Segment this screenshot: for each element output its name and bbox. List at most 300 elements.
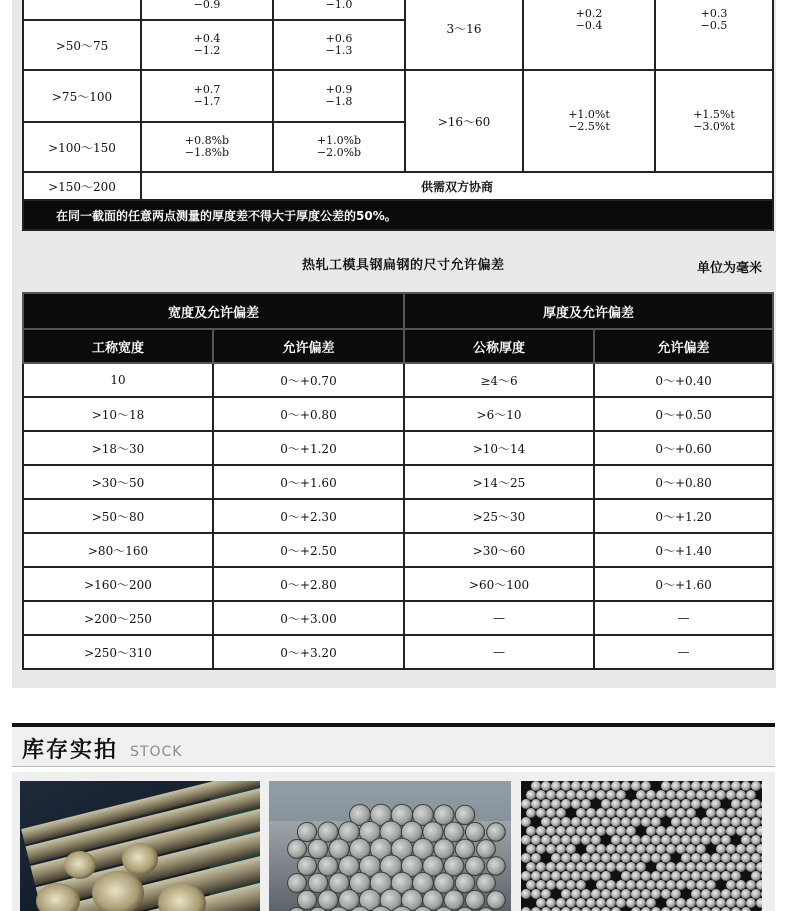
table-cell: >16～60 [405, 70, 523, 172]
bar-end [701, 835, 711, 845]
table-cell: >14～25 [404, 465, 594, 499]
bar-end [621, 781, 631, 791]
table-cell: 0～+2.30 [213, 499, 404, 533]
bar-end [696, 844, 706, 854]
bar-end [746, 790, 756, 800]
header-width-group: 宽度及允许偏差 [23, 293, 404, 329]
bar-end [601, 781, 611, 791]
bar-end [526, 790, 536, 800]
bar-end [566, 880, 576, 890]
bar-end [526, 862, 536, 872]
bar-end [641, 889, 651, 899]
table-cell: >6～10 [404, 397, 594, 431]
bar-end [626, 862, 636, 872]
bar-end [751, 871, 761, 881]
round-bars-graphic [269, 781, 511, 911]
bar-end [641, 871, 651, 881]
bar-end [541, 889, 551, 899]
bar-end [531, 853, 541, 863]
bar-end [681, 799, 691, 809]
bar-end [626, 808, 636, 818]
bar-end [701, 781, 711, 791]
bar-end [526, 826, 536, 836]
stock-section-subtitle: STOCK [130, 744, 183, 760]
bar-end [551, 871, 561, 881]
bar-end [716, 862, 726, 872]
bar-end [621, 817, 631, 827]
bar-end [741, 781, 751, 791]
table-cell: >30～50 [23, 465, 213, 499]
table-cell: 0～+0.80 [594, 465, 773, 499]
bar-end [706, 826, 716, 836]
bar-end [726, 862, 736, 872]
table-cell: 0～+0.60 [594, 431, 773, 465]
bar-end [741, 799, 751, 809]
bar-end [691, 781, 701, 791]
table-cell: 0～+0.70 [213, 363, 404, 397]
bar-end [646, 880, 656, 890]
bar-end [531, 871, 541, 881]
bar-end [751, 817, 761, 827]
dimension-tolerance-table [22, 292, 774, 670]
table-cell: 3～16 [405, 0, 523, 70]
table-cell: >200～250 [23, 601, 213, 635]
table-header-row [23, 329, 773, 363]
bar-end [551, 835, 561, 845]
table-cell-merged: 供需双方协商 [141, 172, 773, 200]
bar-end [596, 844, 606, 854]
bar-end [676, 790, 686, 800]
bar-end [721, 781, 731, 791]
bar-end [596, 898, 606, 908]
bar-end [646, 826, 656, 836]
bar-end [536, 862, 546, 872]
bar-end [671, 889, 681, 899]
bar-end [566, 790, 576, 800]
bar-end [751, 799, 761, 809]
bar-end [566, 862, 576, 872]
bar-end [691, 817, 701, 827]
table-cell: +1.0%t −2.5%t [523, 70, 655, 172]
bar-end [596, 862, 606, 872]
bar-end [551, 817, 561, 827]
bar-end [308, 839, 328, 859]
table-header-row [23, 293, 773, 329]
bar-end [646, 790, 656, 800]
bar-end [606, 808, 616, 818]
bar-end [477, 874, 496, 893]
bar-end [691, 853, 701, 863]
bar-end [521, 853, 531, 863]
bar-end [731, 817, 741, 827]
bar-end [751, 835, 761, 845]
bar-end [611, 835, 621, 845]
bar-end [671, 781, 681, 791]
bar-end [465, 856, 484, 875]
table-cell: −1.0 [273, 0, 405, 20]
bar-end [686, 844, 696, 854]
unit-label: 单位为毫米 [697, 261, 763, 276]
table-cell: >50～80 [23, 499, 213, 533]
table-row [23, 499, 773, 533]
table-note: 在同一截面的任意两点测量的厚度差不得大于厚度公差的50%。 [23, 200, 773, 230]
bar-end [746, 880, 756, 890]
table-row [23, 533, 773, 567]
table-cell: +0.3 −0.5 [655, 0, 773, 70]
bar-end [611, 781, 621, 791]
bar-end [646, 844, 656, 854]
bar-end [546, 898, 556, 908]
bar-end [596, 880, 606, 890]
bar-end [651, 799, 661, 809]
bar-end [581, 871, 591, 881]
bar-end [661, 871, 671, 881]
bar-end [621, 889, 631, 899]
bar-end [586, 844, 596, 854]
bar-end [716, 826, 726, 836]
bar-end [556, 790, 566, 800]
bar-end [641, 817, 651, 827]
bar-end [546, 862, 556, 872]
bar-end [487, 857, 505, 875]
bar-end [288, 874, 307, 893]
bar-end [581, 853, 591, 863]
bar-end [606, 790, 616, 800]
bar-end [297, 890, 316, 909]
bar-end [621, 799, 631, 809]
bar-bundle-graphic [521, 781, 762, 911]
bar-end [676, 808, 686, 818]
table-cell: >30～60 [404, 533, 594, 567]
bar-end [741, 817, 751, 827]
bar-end [536, 898, 546, 908]
bar-end [686, 808, 696, 818]
bar-end [586, 862, 596, 872]
bar-end [616, 808, 626, 818]
bar-end [586, 790, 596, 800]
bar-end [691, 799, 701, 809]
bar-end [636, 862, 646, 872]
bar-end [666, 826, 676, 836]
bar-end [611, 817, 621, 827]
bar-end [651, 889, 661, 899]
bar-end [541, 799, 551, 809]
bar-end [536, 880, 546, 890]
table-row [23, 601, 773, 635]
bar-end [666, 862, 676, 872]
bar-end [601, 853, 611, 863]
bar-end [626, 826, 636, 836]
table-row [23, 363, 773, 397]
bar-end [556, 826, 566, 836]
bar-end [546, 808, 556, 818]
bar-end [706, 862, 716, 872]
bar-end [601, 799, 611, 809]
bar-end [576, 862, 586, 872]
bar-end [581, 781, 591, 791]
table-cell: — [594, 601, 773, 635]
bar-end [681, 835, 691, 845]
bar-end [551, 853, 561, 863]
bar-end [581, 835, 591, 845]
bar-end [661, 889, 671, 899]
table-cell: ≥4～6 [404, 363, 594, 397]
bar-end [546, 826, 556, 836]
table-cell: 10 [23, 363, 213, 397]
bar-end [561, 889, 571, 899]
bar-end [521, 889, 531, 899]
bar-end [706, 898, 716, 908]
bar-end [521, 835, 531, 845]
bar-end [686, 790, 696, 800]
bar-end [571, 871, 581, 881]
bar-end [696, 880, 706, 890]
bar-end [455, 839, 475, 859]
bar-end [531, 835, 541, 845]
bar-end [736, 826, 746, 836]
bar-end [706, 880, 716, 890]
bar-end [751, 781, 761, 791]
bar-end [671, 817, 681, 827]
bar-end [308, 873, 328, 893]
bar-end [531, 889, 541, 899]
bar-end [656, 826, 666, 836]
table-cell: >18～30 [23, 431, 213, 465]
table-row [23, 0, 773, 20]
bar-end [526, 808, 536, 818]
table-cell: 0～+0.80 [213, 397, 404, 431]
bar-end [711, 835, 721, 845]
bar-end [716, 808, 726, 818]
bar-end [716, 844, 726, 854]
bar-end [566, 826, 576, 836]
table-row [23, 172, 773, 200]
bar-end [746, 808, 756, 818]
bar-end [736, 808, 746, 818]
bar-end [651, 835, 661, 845]
bar-end [711, 889, 721, 899]
bar-end [487, 891, 505, 909]
bar-end [596, 808, 606, 818]
bar-end [561, 817, 571, 827]
bar-end [591, 835, 601, 845]
bar-end [641, 835, 651, 845]
bar-end [561, 799, 571, 809]
table-cell: >150～200 [23, 172, 141, 200]
bar-end [536, 790, 546, 800]
table-cell [23, 0, 141, 20]
bar-end [676, 898, 686, 908]
bar-end [706, 808, 716, 818]
bar-end [477, 840, 496, 859]
bar-end [521, 817, 531, 827]
stock-photo-round-bars[interactable] [269, 781, 511, 911]
bar-end [631, 817, 641, 827]
bar-end [636, 844, 646, 854]
bar-end [701, 799, 711, 809]
bar-end [596, 790, 606, 800]
bar-end [591, 781, 601, 791]
bar-end [546, 844, 556, 854]
table-cell: >10～14 [404, 431, 594, 465]
bar-end [586, 826, 596, 836]
bar-end [646, 808, 656, 818]
bar-end [566, 898, 576, 908]
table-cell: — [594, 635, 773, 669]
bar-end [556, 808, 566, 818]
bar-end [641, 799, 651, 809]
bar-end [546, 790, 556, 800]
bar-end [591, 817, 601, 827]
bar-end [741, 853, 751, 863]
bar-end [711, 871, 721, 881]
bar-end [681, 781, 691, 791]
bar-end [541, 817, 551, 827]
bar-end [726, 790, 736, 800]
column-header: 公称厚度 [404, 329, 594, 363]
bar-end [686, 898, 696, 908]
table-cell: — [404, 635, 594, 669]
header-thickness-group: 厚度及允许偏差 [404, 293, 773, 329]
bar-end [721, 889, 731, 899]
bar-end [676, 862, 686, 872]
bar-end [611, 799, 621, 809]
bar-end [751, 853, 761, 863]
bar-end [288, 840, 307, 859]
bar-end [626, 898, 636, 908]
table-cell: +0.9 −1.8 [273, 70, 405, 122]
table-cell: 0～+1.20 [594, 499, 773, 533]
bar-end [561, 853, 571, 863]
table-row [23, 567, 773, 601]
bar-end [536, 844, 546, 854]
table-cell: >50～75 [23, 20, 141, 70]
bar-end [666, 880, 676, 890]
table-cell: >80～160 [23, 533, 213, 567]
bar-end [561, 871, 571, 881]
rods-diagonal-graphic [20, 781, 260, 911]
bar-end [741, 835, 751, 845]
bar-end [318, 822, 338, 842]
bar-end [701, 817, 711, 827]
table-row [23, 431, 773, 465]
table-cell: >250～310 [23, 635, 213, 669]
bar-end [318, 856, 338, 876]
bar-end [666, 808, 676, 818]
stock-photo-rods-diagonal[interactable] [20, 781, 260, 911]
bar-end [487, 823, 505, 841]
bar-end [521, 871, 531, 881]
table-cell: 0～+1.60 [594, 567, 773, 601]
table-cell: +1.5%t −3.0%t [655, 70, 773, 172]
bar-end [616, 790, 626, 800]
table-caption: 热轧工模具钢扁钢的尺寸允许偏差 [302, 258, 505, 273]
bar-end [621, 835, 631, 845]
bar-end [576, 880, 586, 890]
bar-end [721, 835, 731, 845]
stock-photo-bar-bundle[interactable] [521, 781, 762, 911]
bar-end [455, 873, 475, 893]
bar-end [576, 898, 586, 908]
table-cell: 0～+0.40 [594, 363, 773, 397]
bar-end [566, 844, 576, 854]
bar-end [726, 826, 736, 836]
bar-end [711, 853, 721, 863]
bar-end [536, 826, 546, 836]
column-header: 允许偏差 [213, 329, 404, 363]
bar-end [636, 808, 646, 818]
bar-end [621, 853, 631, 863]
bar-end [626, 880, 636, 890]
bar-end [661, 781, 671, 791]
bar-end [731, 871, 741, 881]
bar-end [561, 835, 571, 845]
bar-end [631, 889, 641, 899]
bar-end [681, 871, 691, 881]
bar-end [556, 862, 566, 872]
bar-end [576, 826, 586, 836]
table-row [23, 397, 773, 431]
bar-end [616, 862, 626, 872]
bar-end [576, 790, 586, 800]
bar-end [636, 898, 646, 908]
table-cell: 0～+2.80 [213, 567, 404, 601]
column-header: 工称宽度 [23, 329, 213, 363]
bar-end [591, 889, 601, 899]
table-cell: 0～+1.20 [213, 431, 404, 465]
bar-end [541, 835, 551, 845]
bar-end [556, 898, 566, 908]
bar-end [631, 781, 641, 791]
table-cell: +0.6 −1.3 [273, 20, 405, 70]
bar-end [616, 880, 626, 890]
bar-end [571, 781, 581, 791]
bar-end [571, 799, 581, 809]
bar-end [656, 844, 666, 854]
bar-end [601, 889, 611, 899]
bar-end [666, 790, 676, 800]
table-cell: 0～+0.50 [594, 397, 773, 431]
table-cell: +0.7 −1.7 [141, 70, 273, 122]
bar-end [676, 826, 686, 836]
bar-end [297, 856, 316, 875]
bar-end [671, 835, 681, 845]
bar-end [536, 808, 546, 818]
bar-end [551, 781, 561, 791]
table-cell: 0～+3.00 [213, 601, 404, 635]
bar-end [571, 889, 581, 899]
bar-end [631, 799, 641, 809]
table-cell: >25～30 [404, 499, 594, 533]
bar-end [726, 880, 736, 890]
bar-end [606, 826, 616, 836]
bar-end [721, 853, 731, 863]
table-row [23, 465, 773, 499]
bar-end [616, 826, 626, 836]
bar-end [671, 799, 681, 809]
bar-end [531, 799, 541, 809]
bar-end [696, 790, 706, 800]
bar-end [631, 835, 641, 845]
bar-end [741, 889, 751, 899]
bar-end [726, 898, 736, 908]
table-cell: 0～+2.50 [213, 533, 404, 567]
bar-end [651, 817, 661, 827]
bar-end [581, 817, 591, 827]
bar-end [646, 898, 656, 908]
bar-end [661, 799, 671, 809]
bar-end [691, 871, 701, 881]
